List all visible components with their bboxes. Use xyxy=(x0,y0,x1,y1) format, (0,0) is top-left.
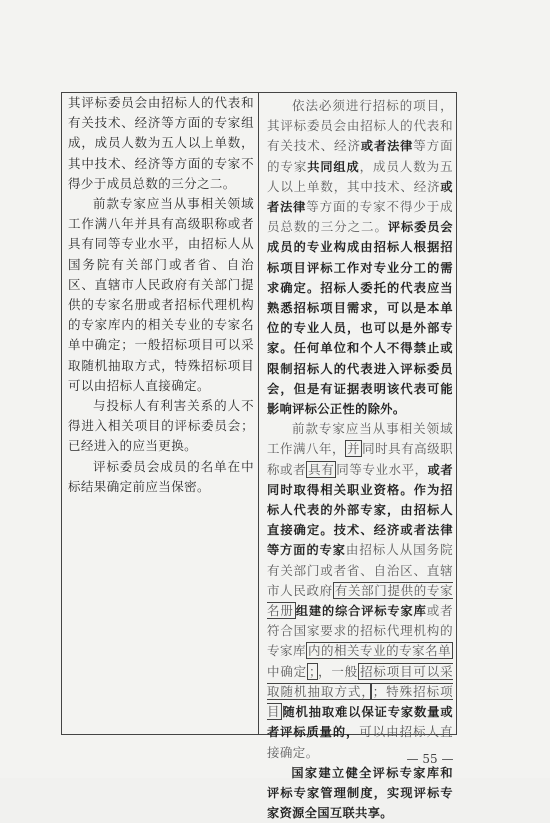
right-added-text: 或者法律 xyxy=(267,179,453,215)
right-text: 同时具有高级职称或者 xyxy=(267,441,453,477)
left-paragraph-1: 其评标委员会由招标人的代表和有关技术、经济等方面的专家组成，成员人数为五人以上单数，其中技术、经济等方面的专家不得少于成员总数的三分之二。 xyxy=(68,95,254,191)
right-text: 同等专业水平， xyxy=(336,461,428,477)
right-paragraph-2 xyxy=(267,419,453,762)
boxed-deletion: 有关部门提供的专家名册 xyxy=(267,582,453,619)
right-text: 中确定 xyxy=(267,663,307,679)
right-text: 前款专家应当从事相关领域工作满八年， xyxy=(267,421,453,457)
right-text: 等方面的专家 xyxy=(267,138,453,174)
right-paragraph-1 xyxy=(267,96,453,419)
right-text: ，一般 xyxy=(317,663,359,679)
right-added-text: 或者同时取得相关职业资格。作为招标人代表的外部专家，由招标人直接确定。技术、经济或者法律等方面的专家 xyxy=(267,462,453,558)
right-added-text: 共同组成 xyxy=(307,159,360,174)
boxed-deletion: ；特殊招标项目 xyxy=(267,683,453,720)
revised-text-column xyxy=(267,96,453,823)
left-paragraph-3: 与投标人有利害关系的人不得进入相关项目的评标委员会；已经进入的应当更换。 xyxy=(68,398,254,454)
right-paragraph-3: 国家建立健全评标专家库和评标专家管理制度，实现评标专家资源全国互联共享。 xyxy=(267,765,453,821)
right-text: 招标代理机构的专家库 xyxy=(267,623,453,659)
column-divider xyxy=(258,93,259,734)
right-added-text: 随机抽取难以保证专家数量或者评标质量的， xyxy=(267,705,454,740)
boxed-deletion: 并 xyxy=(347,441,361,457)
right-added-text: 评标委员会成员的专业构成由招标人根据招标项目评标工作对专业分工的需求确定。招标人委托的代表应当熟悉招标项目需求，可以是本单位的专业人员，也可以是外部专家。任何单位和个人不得禁止或限制招标人的代表进入评标委员会，但是有证据表明该代表可能影响评标公正性的除外。 xyxy=(267,220,453,417)
right-text: 等方面的专家不得少于成员总数的三分之二。 xyxy=(267,199,454,235)
boxed-deletion: 内的相关专业的专家名单 xyxy=(308,643,452,659)
right-text: 依法必须进行招标的项目，其评标委员会由招标人的代表和有关技术、经济 xyxy=(267,98,453,154)
boxed-deletion: 具有 xyxy=(308,461,335,477)
page-number: — 55 — xyxy=(406,752,454,766)
right-text: ，成员人数为五人以上单数，其中技术、经济 xyxy=(267,158,453,194)
left-paragraph-4: 评标委员会成员的名单在中标结果确定前应当保密。 xyxy=(68,458,254,494)
right-text: 由招标人从国务院有关部门或者省、自治区、直辖市人民政府 xyxy=(267,542,454,598)
boxed-deletion: ； xyxy=(309,663,316,679)
right-text: 或者符合国家要求的 xyxy=(267,603,453,639)
right-added-text: 或者法律 xyxy=(360,139,414,154)
original-text-column xyxy=(68,93,254,497)
boxed-deletion: 招标项目可以采取随机抽取方式， xyxy=(267,663,453,699)
right-added-text: 组建的综合评标专家库 xyxy=(295,604,427,619)
left-paragraph-2: 前款专家应当从事相关领域工作满八年并具有高级职称或者具有同等专业水平，由招标人从国务院有关部门或者省、自治区、直辖市人民政府有关部门提供的专家名册或者招标代理机构的专家库内的相关专业的专家名单中确定；一般招标项目可以采取随机抽取方式，特殊招标项目可以由招标人直接确定。 xyxy=(68,196,254,393)
right-text: 可以由招标人直接确定。 xyxy=(267,724,453,760)
